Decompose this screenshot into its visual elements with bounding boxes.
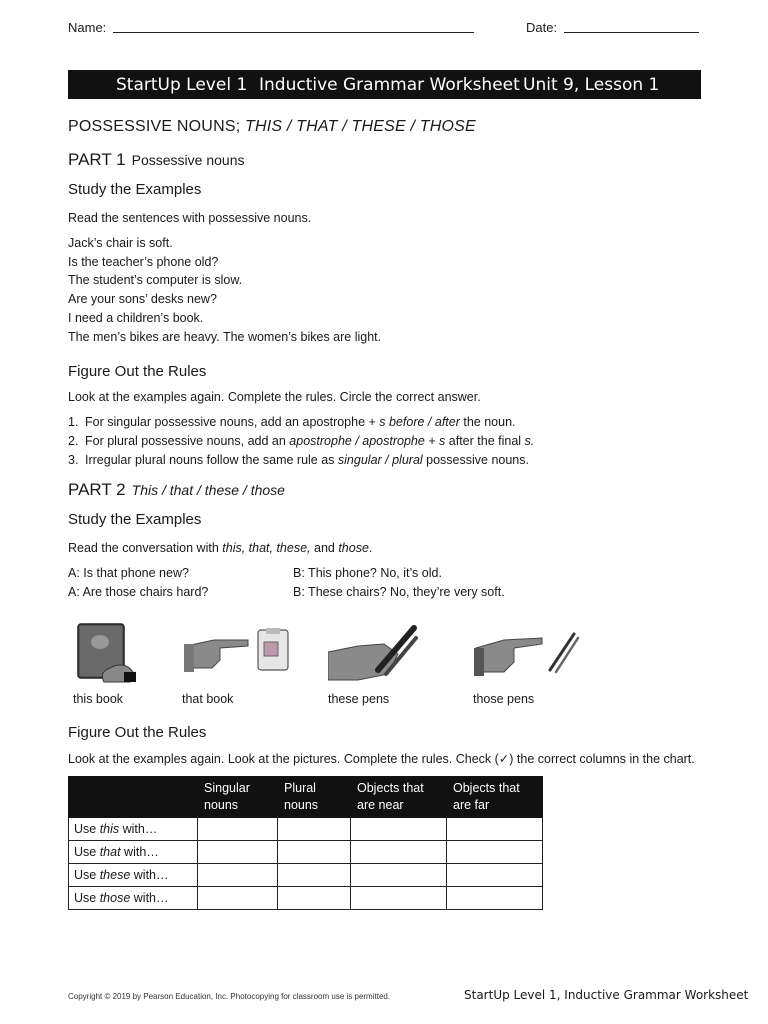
example-sentence: Are your sons’ desks new? (68, 292, 217, 307)
rule-text: Irregular plural nouns follow the same rule as (85, 453, 338, 467)
part2-instruction (68, 541, 372, 555)
banner-level: StartUp Level 1 (116, 75, 248, 95)
row-label: Use these with… (69, 864, 198, 887)
check-cell[interactable] (351, 887, 447, 910)
part2-subtitle: This / that / these / those (131, 482, 285, 498)
check-cell[interactable] (278, 864, 351, 887)
example-sentence: The student’s computer is slow. (68, 273, 243, 288)
name-field[interactable] (113, 32, 474, 33)
check-cell[interactable] (447, 864, 543, 887)
rule-text: For plural possessive nouns, add an (85, 434, 290, 448)
check-cell[interactable] (198, 864, 278, 887)
chart-header-near: Objects that are near (351, 777, 447, 818)
example-sentence: Is the teacher’s phone old? (68, 254, 219, 269)
rules-chart (68, 776, 543, 910)
table-row (69, 887, 543, 910)
part2-rules-heading: Figure Out the Rules (68, 724, 207, 741)
check-cell[interactable] (198, 841, 278, 864)
rule-choice[interactable]: singular / plural (337, 453, 423, 467)
conversation-line-b2: B: These chairs? No, they’re very soft. (293, 585, 505, 599)
conversation-line-b1: B: This phone? No, it’s old. (293, 566, 442, 580)
caption-these-pens: these pens (328, 692, 390, 706)
example-sentence: Jack’s chair is soft. (68, 236, 173, 250)
check-cell[interactable] (198, 818, 278, 841)
check-cell[interactable] (351, 841, 447, 864)
rule-text: possessive nouns. (422, 453, 529, 467)
part1-subtitle: Possessive nouns (131, 152, 245, 168)
rule-text-italic: s. (524, 434, 535, 448)
rule-text: For singular possessive nouns, add an apostrophe + (85, 415, 380, 429)
caption-this-book: this book (73, 692, 124, 706)
chart-header-far: Objects that are far (447, 777, 543, 818)
check-cell[interactable] (447, 841, 543, 864)
part2-label: PART 2 (68, 480, 126, 499)
banner-title: Inductive Grammar Worksheet (259, 75, 520, 95)
date-field[interactable] (564, 32, 699, 33)
part1-study-heading: Study the Examples (68, 181, 202, 198)
rule-item (68, 451, 534, 470)
part1-label: PART 1 (68, 150, 126, 169)
example-sentence: The men’s bikes are heavy. The women’s bikes are light. (68, 329, 382, 344)
page-title-part1: POSSESSIVE NOUNS; (68, 118, 245, 135)
rule-text-italic: s (379, 415, 386, 429)
rule-item (68, 432, 534, 451)
hand-holding-pens-icon (328, 624, 420, 686)
page-title-part2: THIS / THAT / THESE / THOSE (244, 118, 476, 135)
check-cell[interactable] (447, 887, 543, 910)
rule-choice[interactable]: apostrophe / apostrophe + s (289, 434, 446, 448)
check-cell[interactable] (278, 818, 351, 841)
check-cell[interactable] (351, 864, 447, 887)
pointing-at-pens-icon (474, 628, 582, 678)
check-cell[interactable] (351, 818, 447, 841)
part1-rules-heading: Figure Out the Rules (68, 363, 207, 380)
instruction-word: those (338, 541, 369, 555)
part1-rules-list (68, 413, 534, 470)
chart-header-singular: Singular nouns (198, 777, 278, 818)
part2-heading (68, 480, 285, 500)
hand-holding-book-icon (74, 622, 140, 684)
copyright-text: Copyright © 2019 by Pearson Education, Inc. Photocopying for classroom use is permitted. (68, 992, 391, 1001)
conversation-line-a2: A: Are those chairs hard? (68, 585, 209, 599)
example-sentence: I need a children’s book. (68, 310, 204, 325)
table-row (69, 818, 543, 841)
instruction-text: Read the conversation with (68, 541, 223, 555)
part1-heading (68, 150, 244, 170)
rule-item (68, 413, 534, 432)
part2-rules-instruction: Look at the examples again. Look at the pictures. Complete the rules. Check (✓) the correct columns in the chart. (68, 752, 695, 766)
row-label: Use those with… (69, 887, 198, 910)
caption-that-book: that book (182, 692, 234, 706)
rule-text: the noun. (459, 415, 516, 429)
table-row (69, 864, 543, 887)
banner-unit: Unit 9, Lesson 1 (523, 75, 660, 95)
instruction-text: and (310, 541, 339, 555)
conversation-line-a1: A: Is that phone new? (68, 566, 189, 580)
instruction-words: this, that, these, (222, 541, 311, 555)
date-label: Date: (526, 20, 558, 35)
rule-text: after the final (445, 434, 525, 448)
caption-those-pens: those pens (473, 692, 535, 706)
table-row (69, 841, 543, 864)
name-label: Name: (68, 20, 107, 35)
rule-number: 1. (68, 415, 79, 429)
chart-header-plural: Plural nouns (278, 777, 351, 818)
part1-instruction: Read the sentences with possessive nouns. (68, 211, 312, 225)
instruction-text: . (368, 541, 373, 555)
title-banner (68, 70, 701, 99)
row-label: Use this with… (69, 818, 198, 841)
footer-title: StartUp Level 1, Inductive Grammar Worksheet (464, 988, 749, 1002)
row-label: Use that with… (69, 841, 198, 864)
pointing-at-book-icon (184, 626, 294, 684)
chart-header-empty (69, 777, 198, 818)
check-cell[interactable] (198, 887, 278, 910)
rule-number: 3. (68, 453, 79, 467)
page-title (68, 118, 476, 136)
check-cell[interactable] (278, 841, 351, 864)
check-cell[interactable] (278, 887, 351, 910)
part1-rules-instruction: Look at the examples again. Complete the rules. Circle the correct answer. (68, 390, 481, 404)
part2-study-heading: Study the Examples (68, 511, 202, 528)
check-cell[interactable] (447, 818, 543, 841)
rule-choice[interactable]: before / after (385, 415, 460, 429)
part1-examples (68, 234, 381, 346)
rule-number: 2. (68, 434, 79, 448)
